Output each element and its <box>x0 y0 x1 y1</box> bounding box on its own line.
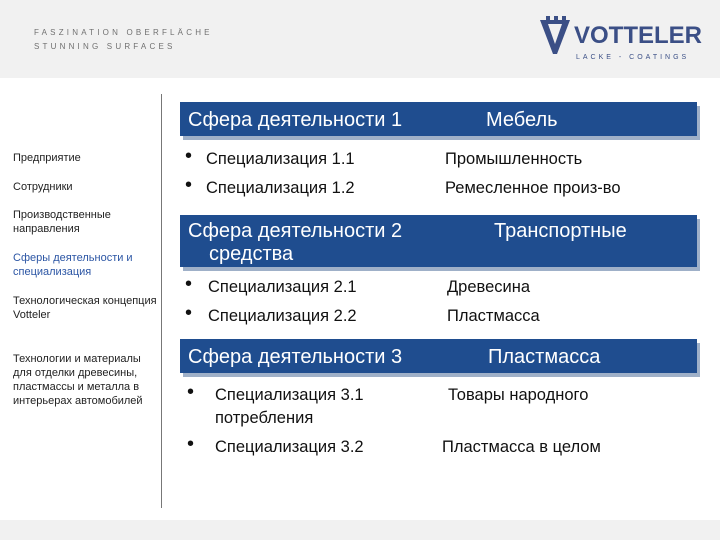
section-1-spec-2: Специализация 1.2 <box>206 179 355 197</box>
bullet-icon: • <box>185 302 193 324</box>
section-3-spec-1-line2: потребления <box>215 409 314 427</box>
section-3-category: Пластмасса <box>488 346 601 368</box>
sidebar-item-company[interactable]: Предприятие <box>13 152 81 164</box>
section-3-spec-1: Специализация 3.1 <box>215 386 364 404</box>
header-bar <box>0 0 720 78</box>
bullet-icon: • <box>187 381 195 403</box>
section-1-value-1: Промышленность <box>445 150 583 168</box>
logo-subtitle: LACKE - COATINGS <box>576 54 690 61</box>
tagline-primary: FASZINATION OBERFLÄCHE <box>34 28 213 37</box>
bullet-icon: • <box>185 174 193 196</box>
sidebar-item-materials[interactable]: Технологии и материалы для отделки древесины, пластмассы и металла в интерьерах автомобилей <box>13 353 143 407</box>
footer-bar <box>0 520 720 540</box>
section-2-category: Транспортные <box>494 220 627 242</box>
section-2-spec-2: Специализация 2.2 <box>208 307 357 325</box>
votteler-v-icon <box>538 16 572 56</box>
bullet-icon: • <box>185 145 193 167</box>
sidebar-item-tech-concept[interactable]: Технологическая концепция Votteler <box>13 295 157 321</box>
section-3-spec-2: Специализация 3.2 <box>215 438 364 456</box>
bullet-icon: • <box>185 273 193 295</box>
section-3-value-2: Пластмасса в целом <box>442 438 601 456</box>
section-1-spec-1: Специализация 1.1 <box>206 150 355 168</box>
section-2-value-1: Древесина <box>447 278 531 296</box>
section-2-category-line2: средства <box>209 243 294 265</box>
section-2-banner <box>180 215 697 267</box>
sidebar-item-activity-areas[interactable]: Сферы деятельности и специализация <box>13 252 133 278</box>
bullet-icon: • <box>187 433 195 455</box>
vertical-divider <box>161 94 162 508</box>
section-1-banner <box>180 102 697 136</box>
section-3-value-1: Товары народного <box>448 386 589 404</box>
section-2-value-2: Пластмасса <box>447 307 540 325</box>
sidebar-item-staff[interactable]: Сотрудники <box>13 181 73 193</box>
section-1-title: Сфера деятельности 1 <box>188 109 403 131</box>
section-3-banner <box>180 339 697 373</box>
logo-wordmark: VOTTELER <box>574 22 703 49</box>
section-2-spec-1: Специализация 2.1 <box>208 278 357 296</box>
votteler-logo[interactable] <box>538 16 703 66</box>
sidebar-item-production[interactable]: Производственные направления <box>13 209 111 235</box>
section-2-title: Сфера деятельности 2 <box>188 220 403 242</box>
tagline-secondary: STUNNING SURFACES <box>34 42 176 51</box>
section-1-value-2: Ремесленное произ-во <box>445 179 621 197</box>
section-3-title: Сфера деятельности 3 <box>188 346 403 368</box>
section-1-category: Мебель <box>486 109 558 131</box>
